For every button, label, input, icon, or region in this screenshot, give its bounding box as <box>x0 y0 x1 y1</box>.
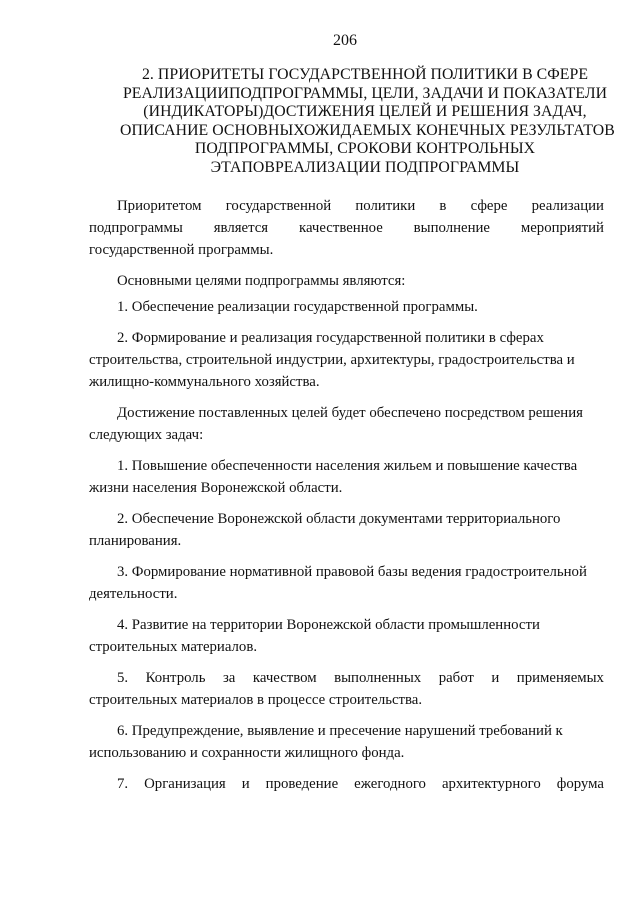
paragraph <box>89 508 604 552</box>
section-title-line: (ИНДИКАТОРЫ)ДОСТИЖЕНИЯ ЦЕЛЕЙ И РЕШЕНИЯ ЗАДАЧ, <box>143 103 587 121</box>
word: Приоритетом <box>117 198 202 214</box>
word: 5. <box>117 670 129 686</box>
text-line: строительных материалов в процессе строительства. <box>89 692 423 708</box>
word: и <box>241 776 250 792</box>
word: ежегодного <box>354 776 426 792</box>
section-title <box>120 66 615 178</box>
word: государственной <box>225 198 332 214</box>
text-line: деятельности. <box>89 586 178 602</box>
paragraph <box>89 773 604 795</box>
word: качеством <box>252 670 317 686</box>
text-line: Достижение поставленных целей будет обеспечено посредством решения <box>117 405 583 421</box>
text-line: жилищно-коммунального хозяйства. <box>89 374 320 390</box>
word: в <box>439 198 447 214</box>
text-line <box>89 773 604 795</box>
word: подпрограммы <box>89 220 183 236</box>
word: применяемых <box>516 670 604 686</box>
word: за <box>222 670 236 686</box>
paragraph <box>89 667 604 711</box>
paragraph <box>89 327 604 393</box>
text-line: планирования. <box>89 533 182 549</box>
text-line: строительных материалов. <box>89 639 258 655</box>
section-title-line: РЕАЛИЗАЦИИПОДПРОГРАММЫ, ЦЕЛИ, ЗАДАЧИ И ПОКАЗАТЕЛИ <box>122 84 608 102</box>
word: Организация <box>144 776 226 792</box>
text-line: Основными целями подпрограммы являются: <box>117 273 406 289</box>
word: 7. <box>117 776 129 792</box>
word: сфере <box>470 198 508 214</box>
word: мероприятий <box>520 220 604 236</box>
paragraph <box>89 270 604 292</box>
text-line: государственной программы. <box>89 242 274 258</box>
section-title-line: ЭТАПОВРЕАЛИЗАЦИИ ПОДПРОГРАММЫ <box>210 158 520 176</box>
text-line: использованию и сохранности жилищного фонда. <box>89 745 405 761</box>
word: реализации <box>531 198 604 214</box>
word: выполнение <box>413 220 490 236</box>
text-line: строительства, строительной индустрии, архитектуры, градостроительства и <box>89 352 575 368</box>
text-line: 1. Обеспечение реализации государственной программы. <box>117 299 478 315</box>
word: является <box>213 220 269 236</box>
text-line: 6. Предупреждение, выявление и пресечение нарушений требований к <box>117 723 563 739</box>
word: качественное <box>298 220 383 236</box>
paragraph <box>89 561 604 605</box>
paragraph <box>89 455 604 499</box>
paragraph <box>89 195 604 261</box>
text-line: следующих задач: <box>89 427 204 443</box>
text-line: 2. Формирование и реализация государственной политики в сферах <box>117 330 544 346</box>
word: политики <box>355 198 416 214</box>
section-title-line: 2. ПРИОРИТЕТЫ ГОСУДАРСТВЕННОЙ ПОЛИТИКИ В СФЕРЕ <box>141 66 589 83</box>
word: Контроль <box>145 670 206 686</box>
word: проведение <box>265 776 339 792</box>
paragraph <box>89 296 604 318</box>
body-text <box>89 195 604 795</box>
paragraph <box>89 402 604 446</box>
page-number: 206 <box>333 32 357 49</box>
text-line: 4. Развитие на территории Воронежской области промышленности <box>117 617 540 633</box>
section-title-line: ОПИСАНИЕ ОСНОВНЫХОЖИДАЕМЫХ КОНЕЧНЫХ РЕЗУЛЬТАТОВ <box>120 121 615 139</box>
section-title-line: ПОДПРОГРАММЫ, СРОКОВИ КОНТРОЛЬНЫХ <box>194 140 536 158</box>
text-line <box>89 195 604 217</box>
text-line <box>89 667 604 689</box>
text-line: 2. Обеспечение Воронежской области документами территориального <box>117 511 561 527</box>
word: работ <box>438 670 474 686</box>
word: архитектурного <box>441 776 541 792</box>
word: форума <box>556 776 604 792</box>
text-line <box>89 217 604 239</box>
text-line: жизни населения Воронежской области. <box>89 480 343 496</box>
paragraph <box>89 614 604 658</box>
paragraph <box>89 720 604 764</box>
word: и <box>491 670 500 686</box>
word: выполненных <box>334 670 422 686</box>
text-line: 3. Формирование нормативной правовой базы ведения градостроительной <box>117 564 587 580</box>
text-line: 1. Повышение обеспеченности населения жильем и повышение качества <box>117 458 578 474</box>
